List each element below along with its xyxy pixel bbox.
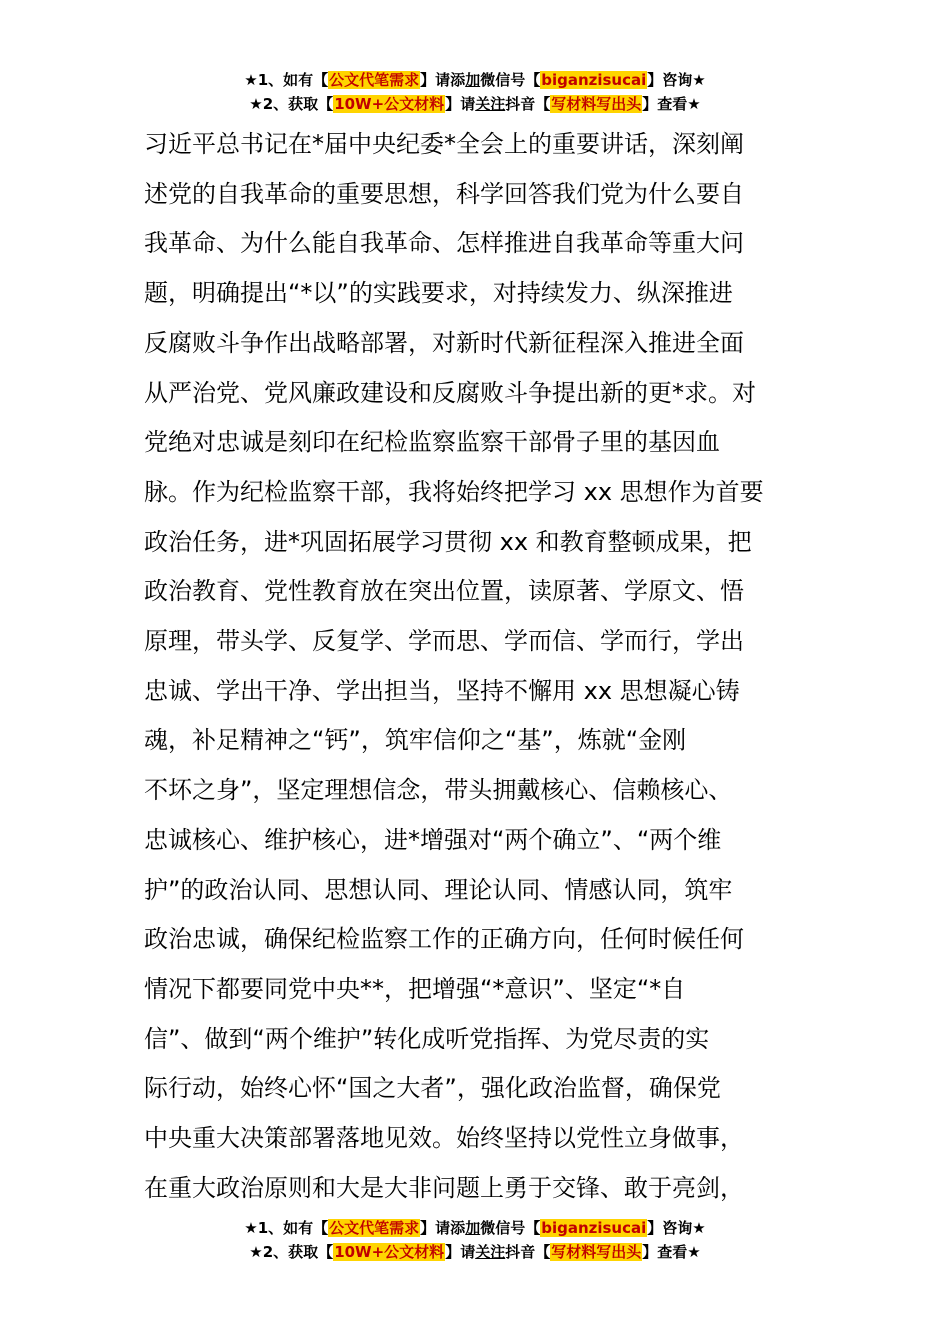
- document-body: [144, 120, 804, 1213]
- banner-line-2: [0, 1240, 950, 1264]
- body-line: 际行动，始终心怀“国之大者”，强化政治监督，确保党: [144, 1074, 721, 1103]
- body-line: 在重大政治原则和大是大非问题上勇于交锋、敢于亮剑，: [144, 1173, 744, 1202]
- banner-text: 】查看★: [642, 95, 701, 113]
- banner-text: 】请: [445, 1243, 476, 1261]
- body-line: 题，明确提出“*以”的实践要求，对持续发力、纵深推进: [144, 279, 733, 308]
- banner-text: ★2、获取【: [249, 95, 334, 113]
- banner-text: 】请添: [420, 71, 466, 89]
- body-line: 忠诚、学出干净、学出担当，坚持不懈用 xx 思想凝心铸: [144, 676, 740, 705]
- banner-highlight: 公文代笔需求: [329, 1219, 420, 1237]
- body-line: 情况下都要同党中央**，把增强“*意识”、坚定“*自: [144, 974, 686, 1003]
- banner-text: 】咨询★: [647, 1219, 706, 1237]
- banner-underlined: 关注: [475, 1243, 506, 1261]
- banner-text: 抖音【: [505, 1243, 551, 1261]
- body-line: 我革命、为什么能自我革命、怎样推进自我革命等重大问: [144, 229, 744, 258]
- body-line: 原理，带头学、反复学、学而思、学而信、学而行，学出: [144, 627, 744, 656]
- banner-line-2: [0, 92, 950, 116]
- banner-text: ★1、如有【: [244, 1219, 329, 1237]
- banner-text: 】请添: [420, 1219, 466, 1237]
- body-line: 不坏之身”，坚定理想信念，带头拥戴核心、信赖核心、: [144, 776, 733, 805]
- body-line: 信”、做到“两个维护”转化成听党指挥、为党尽责的实: [144, 1024, 710, 1053]
- banner-text: 抖音【: [505, 95, 551, 113]
- body-line: 政治任务，进*巩固拓展学习贯彻 xx 和教育整顿成果，把: [144, 527, 752, 556]
- footer-banner: [0, 1216, 950, 1264]
- banner-underlined: 加: [465, 1219, 481, 1237]
- banner-text: 】咨询★: [647, 71, 706, 89]
- body-line: 习近平总书记在*届中央纪委*全会上的重要讲话，深刻阐: [144, 130, 744, 158]
- banner-line-1: [0, 1216, 950, 1240]
- header-banner: [0, 68, 950, 116]
- body-line: 政治忠诚，确保纪检监察工作的正确方向，任何时候任何: [144, 925, 744, 954]
- banner-text: 】请: [445, 95, 476, 113]
- body-line: 反腐败斗争作出战略部署，对新时代新征程深入推进全面: [144, 328, 744, 357]
- banner-line-1: [0, 68, 950, 92]
- body-line: 政治教育、党性教育放在突出位置，读原著、学原文、悟: [144, 577, 744, 606]
- banner-highlight: 写材料写出头: [551, 95, 642, 113]
- banner-underlined: 加: [465, 71, 481, 89]
- banner-highlight: biganzisucai: [541, 1219, 647, 1237]
- body-line: 忠诚核心、维护核心，进*增强对“两个确立”、“两个维: [144, 825, 722, 854]
- body-line: 魂，补足精神之“钙”，筑牢信仰之“基”，炼就“金刚: [144, 726, 687, 755]
- body-line: 从严治党、党风廉政建设和反腐败斗争提出新的更*求。对: [144, 378, 756, 407]
- banner-text: 微信号【: [480, 1219, 541, 1237]
- banner-text: 微信号【: [480, 71, 541, 89]
- banner-text: ★2、获取【: [249, 1243, 334, 1261]
- banner-highlight: biganzisucai: [541, 71, 647, 89]
- body-line: 护”的政治认同、思想认同、理论认同、情感认同，筑牢: [144, 875, 733, 904]
- banner-underlined: 关注: [475, 95, 506, 113]
- banner-highlight: 写材料写出头: [551, 1243, 642, 1261]
- body-line: 述党的自我革命的重要思想，科学回答我们党为什么要自: [144, 179, 744, 208]
- banner-highlight: 公文代笔需求: [329, 71, 420, 89]
- body-line: 党绝对忠诚是刻印在纪检监察监察干部骨子里的基因血: [144, 428, 720, 457]
- banner-text: ★1、如有【: [244, 71, 329, 89]
- banner-text: 】查看★: [642, 1243, 701, 1261]
- banner-highlight: 10W+公文材料: [334, 95, 445, 113]
- body-line: 中央重大决策部署落地见效。始终坚持以党性立身做事，: [144, 1124, 744, 1153]
- banner-highlight: 10W+公文材料: [334, 1243, 445, 1261]
- body-line: 脉。作为纪检监察干部，我将始终把学习 xx 思想作为首要: [144, 477, 764, 506]
